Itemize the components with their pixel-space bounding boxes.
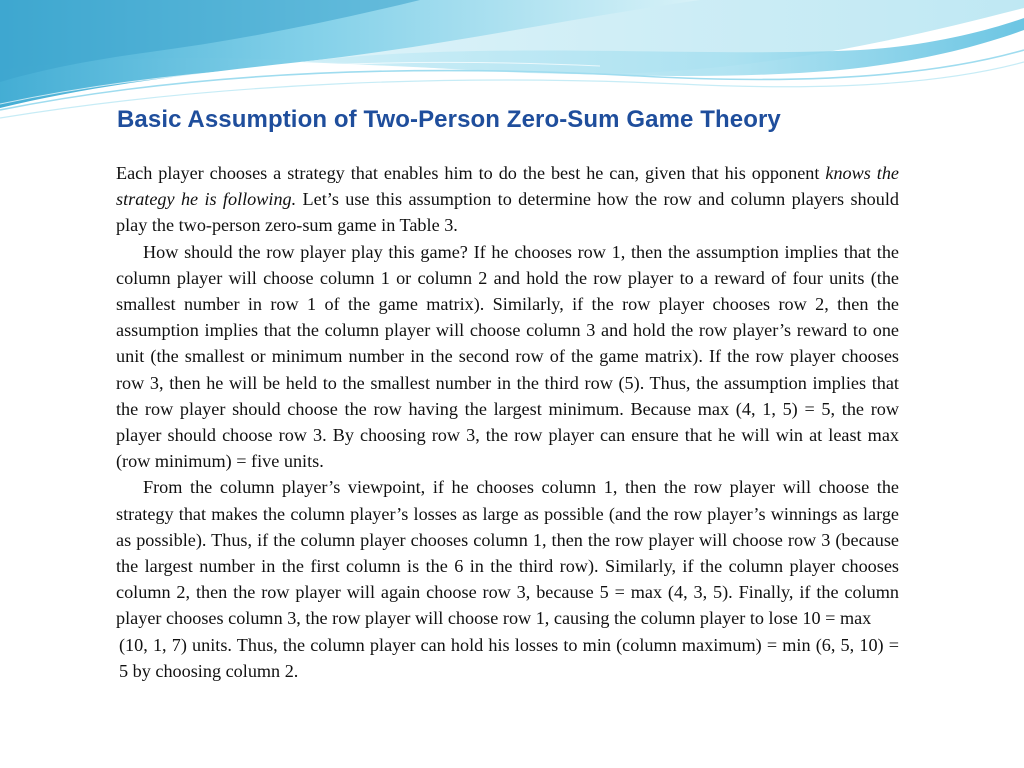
paragraph-2: How should the row player play this game? If he chooses row 1, then the assumption implies that the column player will choose column 1 or column 2 and hold the row player to a reward of four units (the smallest number in row 1 of the game matrix). Similarly, if the row player chooses row 2, then the assumption implies that the column player will choose column 3 and hold the row player’s reward to one unit (the smallest or minimum number in the second row of the game matrix). If the row player chooses row 3, then he will be held to the smallest number in the third row (5). Thus, the assumption implies that the row player should choose the row having the largest minimum. Because max (4, 1, 5) = 5, the row player should choose row 3. By choosing row 3, the row player can ensure that he will win at least max (row minimum) = five units. [116, 241, 899, 472]
body-text [116, 160, 899, 684]
paragraph-1 [116, 160, 899, 239]
paragraph-1-emphasis: knows the strategy he is following. [116, 163, 899, 210]
textbook-excerpt [112, 104, 902, 744]
paragraph-4: (10, 1, 7) units. Thus, the column player can hold his losses to min (column maximum) = min (6, 5, 10) = 5 by choosing column 2. [119, 634, 899, 681]
paragraph-1-text-end: Let’s use this assumption to determine how the row and column players should play the two-person zero-sum game in Table 3. [116, 189, 899, 236]
paragraph-1-text-start: Each player chooses a strategy that enables him to do the best he can, given that his opponent [116, 163, 826, 183]
section-heading: Basic Assumption of Two-Person Zero-Sum Game Theory [117, 106, 781, 133]
paragraph-3: From the column player’s viewpoint, if he chooses column 1, then the row player will choose the strategy that makes the column player’s losses as large as possible (and the row player’s winnings as large as possible). Thus, if the column player chooses column 1, then the row player will choose row 3 (because the largest number in the first column is the 6 in the third row). Similarly, if the column player chooses column 2, then the row player will again choose row 3, because 5 = max (4, 3, 5). Finally, if the column player chooses column 3, the row player will choose row 1, causing the column player to lose 10 = max [116, 477, 899, 629]
